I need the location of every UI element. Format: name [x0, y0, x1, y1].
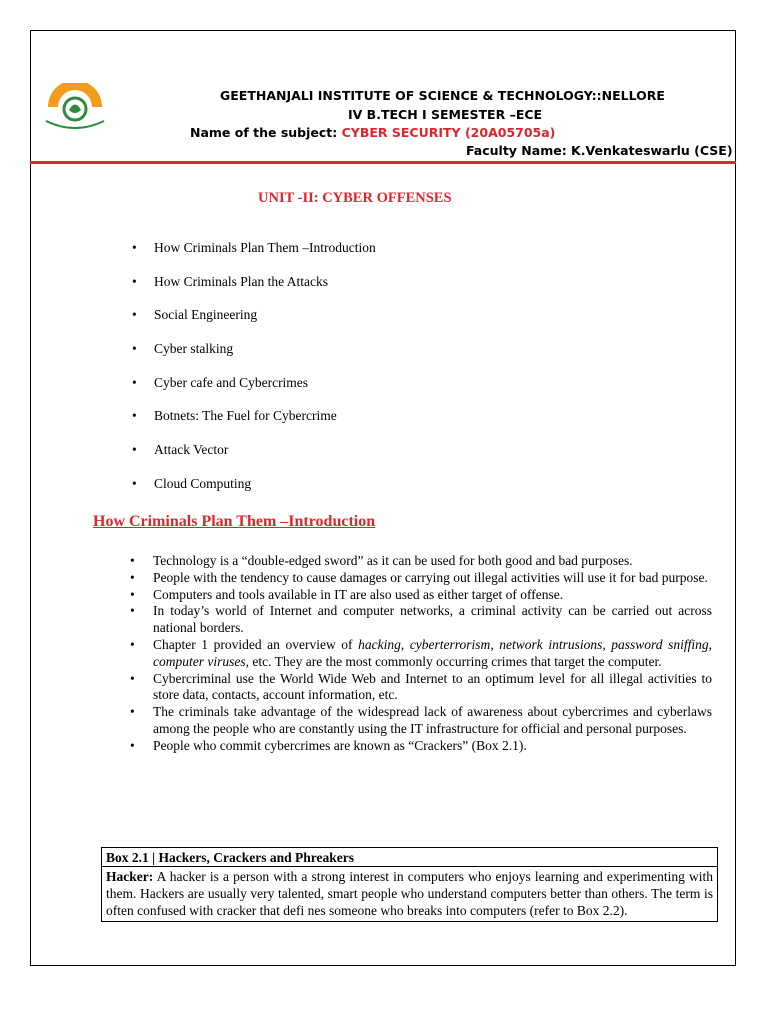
intro-text: Technology is a “double-edged sword” as it can be used for both good and bad purposes.	[153, 553, 633, 568]
logo-leaf	[69, 105, 81, 114]
intro-list	[124, 553, 712, 755]
bullet-icon: •	[130, 704, 135, 720]
bullet-icon: •	[130, 553, 135, 568]
list-item	[124, 375, 376, 409]
list-item	[124, 442, 376, 476]
topic-text: Attack Vector	[154, 442, 229, 458]
topic-text: How Criminals Plan Them –Introduction	[154, 240, 376, 255]
bullet-icon: •	[132, 408, 137, 424]
bullet-icon: •	[132, 307, 137, 323]
bullet-icon: •	[130, 737, 135, 753]
list-item	[124, 587, 712, 604]
box-text: A hacker is a person with a strong interest in computers who enjoys learning and experimenting with them. Hackers are usually very talented, smart people who understand computers better than others. The term is often confused with cracker that defi nes someone who breaks into computers (refer to Box 2.2).	[106, 869, 713, 918]
institute-logo	[40, 83, 110, 135]
topic-text: Cloud Computing	[154, 475, 252, 491]
intro-text: People with the tendency to cause damages or carrying out illegal activities will use it for bad purpose.	[153, 569, 708, 585]
bullet-icon: •	[132, 240, 137, 255]
list-item	[124, 553, 712, 570]
topic-text: Cyber stalking	[154, 341, 234, 357]
institute-name: GEETHANJALI INSTITUTE OF SCIENCE & TECHNOLOGY::NELLORE	[220, 88, 665, 103]
logo-banner	[46, 121, 104, 128]
list-item	[124, 738, 712, 755]
bullet-icon: •	[130, 670, 135, 686]
info-box	[101, 847, 718, 922]
bullet-icon: •	[130, 569, 135, 585]
intro-text: Computers and tools available in IT are also used as either target of offense.	[153, 586, 564, 602]
topics-list	[124, 240, 376, 510]
bullet-icon: •	[132, 273, 137, 289]
topic-text: Botnets: The Fuel for Cybercrime	[154, 408, 337, 424]
intro-text: Cybercriminal use the World Wide Web and Internet to an optimum level for all illegal activities to store data, contacts, account information, etc.	[153, 670, 712, 703]
bullet-icon: •	[132, 374, 137, 390]
bullet-icon: •	[132, 442, 137, 458]
bullet-icon: •	[130, 586, 135, 602]
list-item	[124, 637, 712, 671]
subject-line	[190, 125, 555, 140]
italic-term: password sniffing	[611, 636, 709, 652]
bullet-icon: •	[132, 475, 137, 491]
topic-text: How Criminals Plan the Attacks	[154, 273, 328, 289]
logo-orange-arc	[48, 83, 102, 107]
section-title: How Criminals Plan Them –Introduction	[93, 513, 376, 530]
unit-title: UNIT -II: CYBER OFFENSES	[258, 190, 452, 206]
bullet-icon: •	[130, 603, 135, 619]
intro-text: , etc. They are the most commonly occurring crimes that target the computer.	[245, 653, 662, 669]
separator: ,	[490, 636, 500, 652]
italic-term: hacking	[358, 636, 401, 652]
intro-text: The criminals take advantage of the widespread lack of awareness about cybercrimes and cyberlaws among the people who are constantly using the IT infrastructure for official and personal purposes.	[153, 704, 712, 736]
topic-text: Cyber cafe and Cybercrimes	[154, 374, 309, 390]
list-item	[124, 307, 376, 341]
topic-text: Social Engineering	[154, 307, 258, 323]
subject-label: Name of the subject:	[190, 125, 342, 140]
list-item	[124, 704, 712, 738]
box-term: Hacker:	[106, 869, 154, 884]
header-divider	[30, 161, 736, 164]
separator: ,	[602, 636, 612, 652]
list-item	[124, 671, 712, 705]
list-item	[124, 476, 376, 510]
faculty-line: Faculty Name: K.Venkateswarlu (CSE)	[466, 143, 733, 158]
intro-text: Chapter 1 provided an overview of	[153, 636, 359, 652]
list-item	[124, 408, 376, 442]
intro-text: People who commit cybercrimes are known as “Crackers” (Box 2.1).	[153, 737, 527, 753]
italic-term: cyberterrorism	[409, 636, 491, 652]
bullet-icon: •	[132, 341, 137, 357]
list-item	[124, 341, 376, 375]
list-item	[124, 274, 376, 308]
subject-value: CYBER SECURITY (20A05705a)	[341, 125, 556, 140]
semester-line: IV B.TECH I SEMESTER –ECE	[348, 107, 543, 122]
intro-text: In today’s world of Internet and computer networks, a criminal activity can be carried out across national borders.	[153, 603, 712, 636]
separator: ,	[708, 636, 713, 652]
italic-term: network intrusions	[499, 636, 603, 652]
list-item	[124, 570, 712, 587]
list-item	[124, 240, 376, 274]
box-title: Box 2.1 | Hackers, Crackers and Phreakers	[102, 848, 717, 867]
list-item	[124, 603, 712, 637]
separator: ,	[400, 636, 410, 652]
bullet-icon: •	[130, 636, 135, 652]
italic-term: computer viruses	[153, 653, 246, 669]
box-body	[102, 867, 717, 921]
